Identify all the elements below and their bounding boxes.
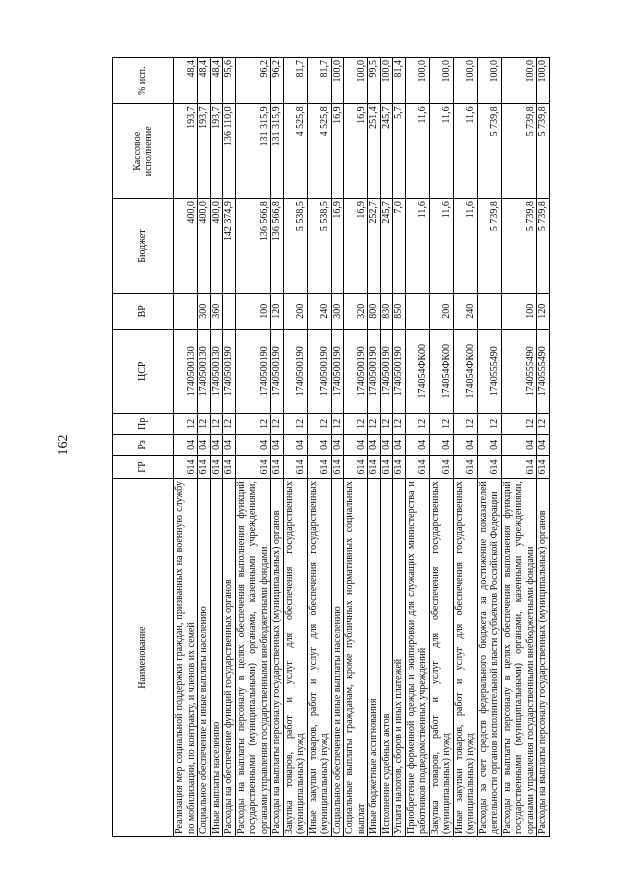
row-name: Расходы на обеспечение функций государственных органов [223, 479, 236, 837]
row-cash: 4 525,8 [283, 104, 307, 199]
row-percent: 100,0 [453, 58, 477, 104]
row-vr: 800 [368, 293, 381, 329]
page-number: 162 [56, 434, 71, 456]
row-csr: 1740500190 [307, 329, 331, 413]
row-cash: 5 739,8 [501, 104, 537, 199]
row-percent: 95,6 [223, 58, 236, 104]
row-vr: 300 [198, 293, 211, 329]
row-csr: 174054ФК00 [405, 329, 429, 413]
row-cash: 5,7 [393, 104, 406, 199]
row-gr: 614 [453, 455, 477, 478]
row-vr: 200 [283, 293, 307, 329]
row-rz: 04 [453, 434, 477, 455]
row-name: Реализация мер социальной поддержки граждан, призванных на военную службу по мобилизации, по контракту, и членов их семей [174, 479, 198, 837]
row-percent: 100,0 [501, 58, 537, 104]
row-gr: 614 [198, 455, 211, 478]
row-gr: 614 [283, 455, 307, 478]
table-row [429, 58, 453, 837]
row-vr [477, 293, 501, 329]
row-percent: 81,7 [283, 58, 307, 104]
row-rz: 04 [477, 434, 501, 455]
row-budget: 7,0 [393, 199, 406, 294]
row-cash: 136 110,0 [223, 104, 236, 199]
row-gr: 614 [223, 455, 236, 478]
row-percent: 99,5 [368, 58, 381, 104]
row-budget: 400,0 [210, 199, 223, 294]
row-name: Социальные выплаты гражданам, кроме публичных нормативных социальных выплат [344, 479, 368, 837]
row-percent: 48,4 [198, 58, 211, 104]
row-vr: 100 [501, 293, 537, 329]
row-rz: 04 [223, 434, 236, 455]
table-row [223, 58, 236, 837]
row-name: Иные закупки товаров, работ и услуг для обеспечения государственных (муниципальных) нужд [307, 479, 331, 837]
header-csr: ЦСР [113, 329, 174, 413]
row-budget: 142 374,9 [223, 199, 236, 294]
row-vr: 240 [453, 293, 477, 329]
row-vr [223, 293, 236, 329]
row-percent: 100,0 [344, 58, 368, 104]
row-percent: 96,2 [235, 58, 271, 104]
row-rz: 04 [307, 434, 331, 455]
header-gr: ГР [113, 455, 174, 478]
row-vr: 830 [380, 293, 393, 329]
row-budget: 11,6 [429, 199, 453, 294]
row-pr: 12 [223, 413, 236, 434]
row-budget: 5 538,5 [283, 199, 307, 294]
row-rz: 04 [198, 434, 211, 455]
row-vr: 200 [429, 293, 453, 329]
row-pr: 12 [307, 413, 331, 434]
budget-table [112, 57, 550, 837]
row-percent: 48,4 [210, 58, 223, 104]
row-budget: 400,0 [198, 199, 211, 294]
row-budget: 5 739,8 [501, 199, 537, 294]
row-budget: 136 566,8 [235, 199, 271, 294]
row-rz: 04 [537, 434, 550, 455]
row-pr: 12 [283, 413, 307, 434]
row-budget: 136 566,8 [271, 199, 284, 294]
row-csr: 1740500130 [174, 329, 198, 413]
row-pr: 12 [453, 413, 477, 434]
row-name: Расходы на выплаты персоналу государственных (муниципальных) органов [537, 479, 550, 837]
row-budget: 5 538,5 [307, 199, 331, 294]
row-vr: 300 [331, 293, 344, 329]
row-name: Расходы на выплаты персоналу в целях обеспечения выполнения функций государственными (муниципальными) органами, казенными учреждениями, органами управления государственными внебюджетными фондами [501, 479, 537, 837]
row-csr: 1740500190 [380, 329, 393, 413]
row-csr: 1740500190 [283, 329, 307, 413]
table-row [331, 58, 344, 837]
row-name: Иные бюджетные ассигнования [368, 479, 381, 837]
row-name: Иные выплаты населению [210, 479, 223, 837]
row-vr: 100 [235, 293, 271, 329]
table-row [368, 58, 381, 837]
row-pr: 12 [477, 413, 501, 434]
row-name: Расходы на выплаты персоналу государственных (муниципальных) органов [271, 479, 284, 837]
row-vr: 120 [271, 293, 284, 329]
row-cash: 5 739,8 [537, 104, 550, 199]
table-row [174, 58, 198, 837]
row-csr: 1740500190 [344, 329, 368, 413]
row-percent: 48,4 [174, 58, 198, 104]
header-vr: ВР [113, 293, 174, 329]
row-csr: 1740555490 [537, 329, 550, 413]
row-pr: 12 [393, 413, 406, 434]
row-budget: 400,0 [174, 199, 198, 294]
row-csr: 1740500130 [210, 329, 223, 413]
row-percent: 81,7 [307, 58, 331, 104]
row-cash: 16,9 [344, 104, 368, 199]
row-budget: 5 739,8 [477, 199, 501, 294]
row-csr: 1740500190 [271, 329, 284, 413]
row-vr [174, 293, 198, 329]
header-budget: Бюджет [113, 199, 174, 294]
row-csr: 1740500130 [198, 329, 211, 413]
row-pr: 12 [235, 413, 271, 434]
row-csr: 1740500190 [368, 329, 381, 413]
row-csr: 174054ФК00 [453, 329, 477, 413]
row-vr [405, 293, 429, 329]
header-name: Наименование [113, 479, 174, 837]
row-cash: 131 315,9 [271, 104, 284, 199]
row-percent: 81,4 [393, 58, 406, 104]
row-pr: 12 [271, 413, 284, 434]
row-cash: 131 315,9 [235, 104, 271, 199]
row-name: Расходы на выплаты персоналу в целях обеспечения выполнения функций государственными (муниципальными) органами, казенными учреждениями, органами управления государственными внебюджетными фондами [235, 479, 271, 837]
table-row [307, 58, 331, 837]
row-csr: 1740500190 [331, 329, 344, 413]
table-row [283, 58, 307, 837]
table-row [477, 58, 501, 837]
row-name: Социальное обеспечение и иные выплаты населению [198, 479, 211, 837]
table-row [453, 58, 477, 837]
table-row [393, 58, 406, 837]
row-vr: 120 [537, 293, 550, 329]
row-vr: 240 [307, 293, 331, 329]
row-budget: 11,6 [453, 199, 477, 294]
row-rz: 04 [210, 434, 223, 455]
table-row [380, 58, 393, 837]
row-csr: 1740555490 [477, 329, 501, 413]
header-percent: % исп. [113, 58, 174, 104]
row-rz: 04 [271, 434, 284, 455]
row-name: Расходы за счет средств федерального бюджета за достижение показателей деятельности органов исполнительной власти субъектов Российской Федерации [477, 479, 501, 837]
row-percent: 100,0 [429, 58, 453, 104]
row-cash: 11,6 [429, 104, 453, 199]
row-pr: 12 [198, 413, 211, 434]
row-rz: 04 [344, 434, 368, 455]
table-row [271, 58, 284, 837]
row-rz: 04 [380, 434, 393, 455]
row-pr: 12 [368, 413, 381, 434]
row-pr: 12 [344, 413, 368, 434]
row-pr: 12 [380, 413, 393, 434]
table-body [174, 58, 550, 837]
row-gr: 614 [344, 455, 368, 478]
row-vr: 320 [344, 293, 368, 329]
row-csr: 1740500190 [235, 329, 271, 413]
row-rz: 04 [368, 434, 381, 455]
header-cash: Кассовое исполнение [113, 104, 174, 199]
row-percent: 100,0 [380, 58, 393, 104]
row-gr: 614 [210, 455, 223, 478]
table-header-row [113, 58, 174, 837]
row-gr: 614 [393, 455, 406, 478]
table-row [501, 58, 537, 837]
row-percent: 100,0 [405, 58, 429, 104]
row-gr: 614 [405, 455, 429, 478]
row-csr: 174054ФК00 [429, 329, 453, 413]
row-gr: 614 [429, 455, 453, 478]
row-name: Закупка товаров, работ и услуг для обеспечения государственных (муниципальных) нужд [429, 479, 453, 837]
table-row [344, 58, 368, 837]
row-gr: 614 [331, 455, 344, 478]
row-gr: 614 [174, 455, 198, 478]
row-vr: 850 [393, 293, 406, 329]
row-rz: 04 [393, 434, 406, 455]
row-gr: 614 [537, 455, 550, 478]
row-name: Социальное обеспечение и иные выплаты населению [331, 479, 344, 837]
row-cash: 16,9 [331, 104, 344, 199]
row-csr: 1740500190 [223, 329, 236, 413]
row-pr: 12 [405, 413, 429, 434]
row-gr: 614 [380, 455, 393, 478]
row-vr: 360 [210, 293, 223, 329]
row-budget: 11,6 [405, 199, 429, 294]
row-cash: 11,6 [453, 104, 477, 199]
row-budget: 5 739,8 [537, 199, 550, 294]
row-cash: 193,7 [174, 104, 198, 199]
row-pr: 12 [429, 413, 453, 434]
row-name: Закупка товаров, работ и услуг для обеспечения государственных (муниципальных) нужд [283, 479, 307, 837]
row-rz: 04 [501, 434, 537, 455]
row-rz: 04 [429, 434, 453, 455]
row-percent: 100,0 [537, 58, 550, 104]
table-row [235, 58, 271, 837]
row-pr: 12 [174, 413, 198, 434]
row-cash: 11,6 [405, 104, 429, 199]
row-rz: 04 [174, 434, 198, 455]
table-row [405, 58, 429, 837]
budget-table-page [112, 57, 592, 837]
row-rz: 04 [235, 434, 271, 455]
row-gr: 614 [501, 455, 537, 478]
row-name: Уплата налогов, сборов и иных платежей [393, 479, 406, 837]
row-percent: 100,0 [331, 58, 344, 104]
row-rz: 04 [405, 434, 429, 455]
row-gr: 614 [368, 455, 381, 478]
row-gr: 614 [307, 455, 331, 478]
row-budget: 252,7 [368, 199, 381, 294]
header-rz: Рз [113, 434, 174, 455]
row-gr: 614 [477, 455, 501, 478]
row-name: Приобретение форменной одежды и экипировки для служащих министерства и работников подведомственных учреждений [405, 479, 429, 837]
row-cash: 193,7 [210, 104, 223, 199]
row-budget: 245,7 [380, 199, 393, 294]
row-pr: 12 [501, 413, 537, 434]
header-pr: Пр [113, 413, 174, 434]
row-pr: 12 [210, 413, 223, 434]
table-row [210, 58, 223, 837]
row-gr: 614 [271, 455, 284, 478]
row-budget: 16,9 [331, 199, 344, 294]
row-name: Исполнение судебных актов [380, 479, 393, 837]
row-percent: 100,0 [477, 58, 501, 104]
row-gr: 614 [235, 455, 271, 478]
row-pr: 12 [331, 413, 344, 434]
table-row [537, 58, 550, 837]
row-rz: 04 [331, 434, 344, 455]
row-csr: 1740500190 [393, 329, 406, 413]
row-pr: 12 [537, 413, 550, 434]
row-csr: 1740555490 [501, 329, 537, 413]
row-cash: 193,7 [198, 104, 211, 199]
row-cash: 251,4 [368, 104, 381, 199]
row-name: Иные закупки товаров, работ и услуг для обеспечения государственных (муниципальных) нужд [453, 479, 477, 837]
table-row [198, 58, 211, 837]
row-budget: 16,9 [344, 199, 368, 294]
row-percent: 96,2 [271, 58, 284, 104]
row-cash: 245,7 [380, 104, 393, 199]
row-cash: 5 739,8 [477, 104, 501, 199]
row-cash: 4 525,8 [307, 104, 331, 199]
row-rz: 04 [283, 434, 307, 455]
